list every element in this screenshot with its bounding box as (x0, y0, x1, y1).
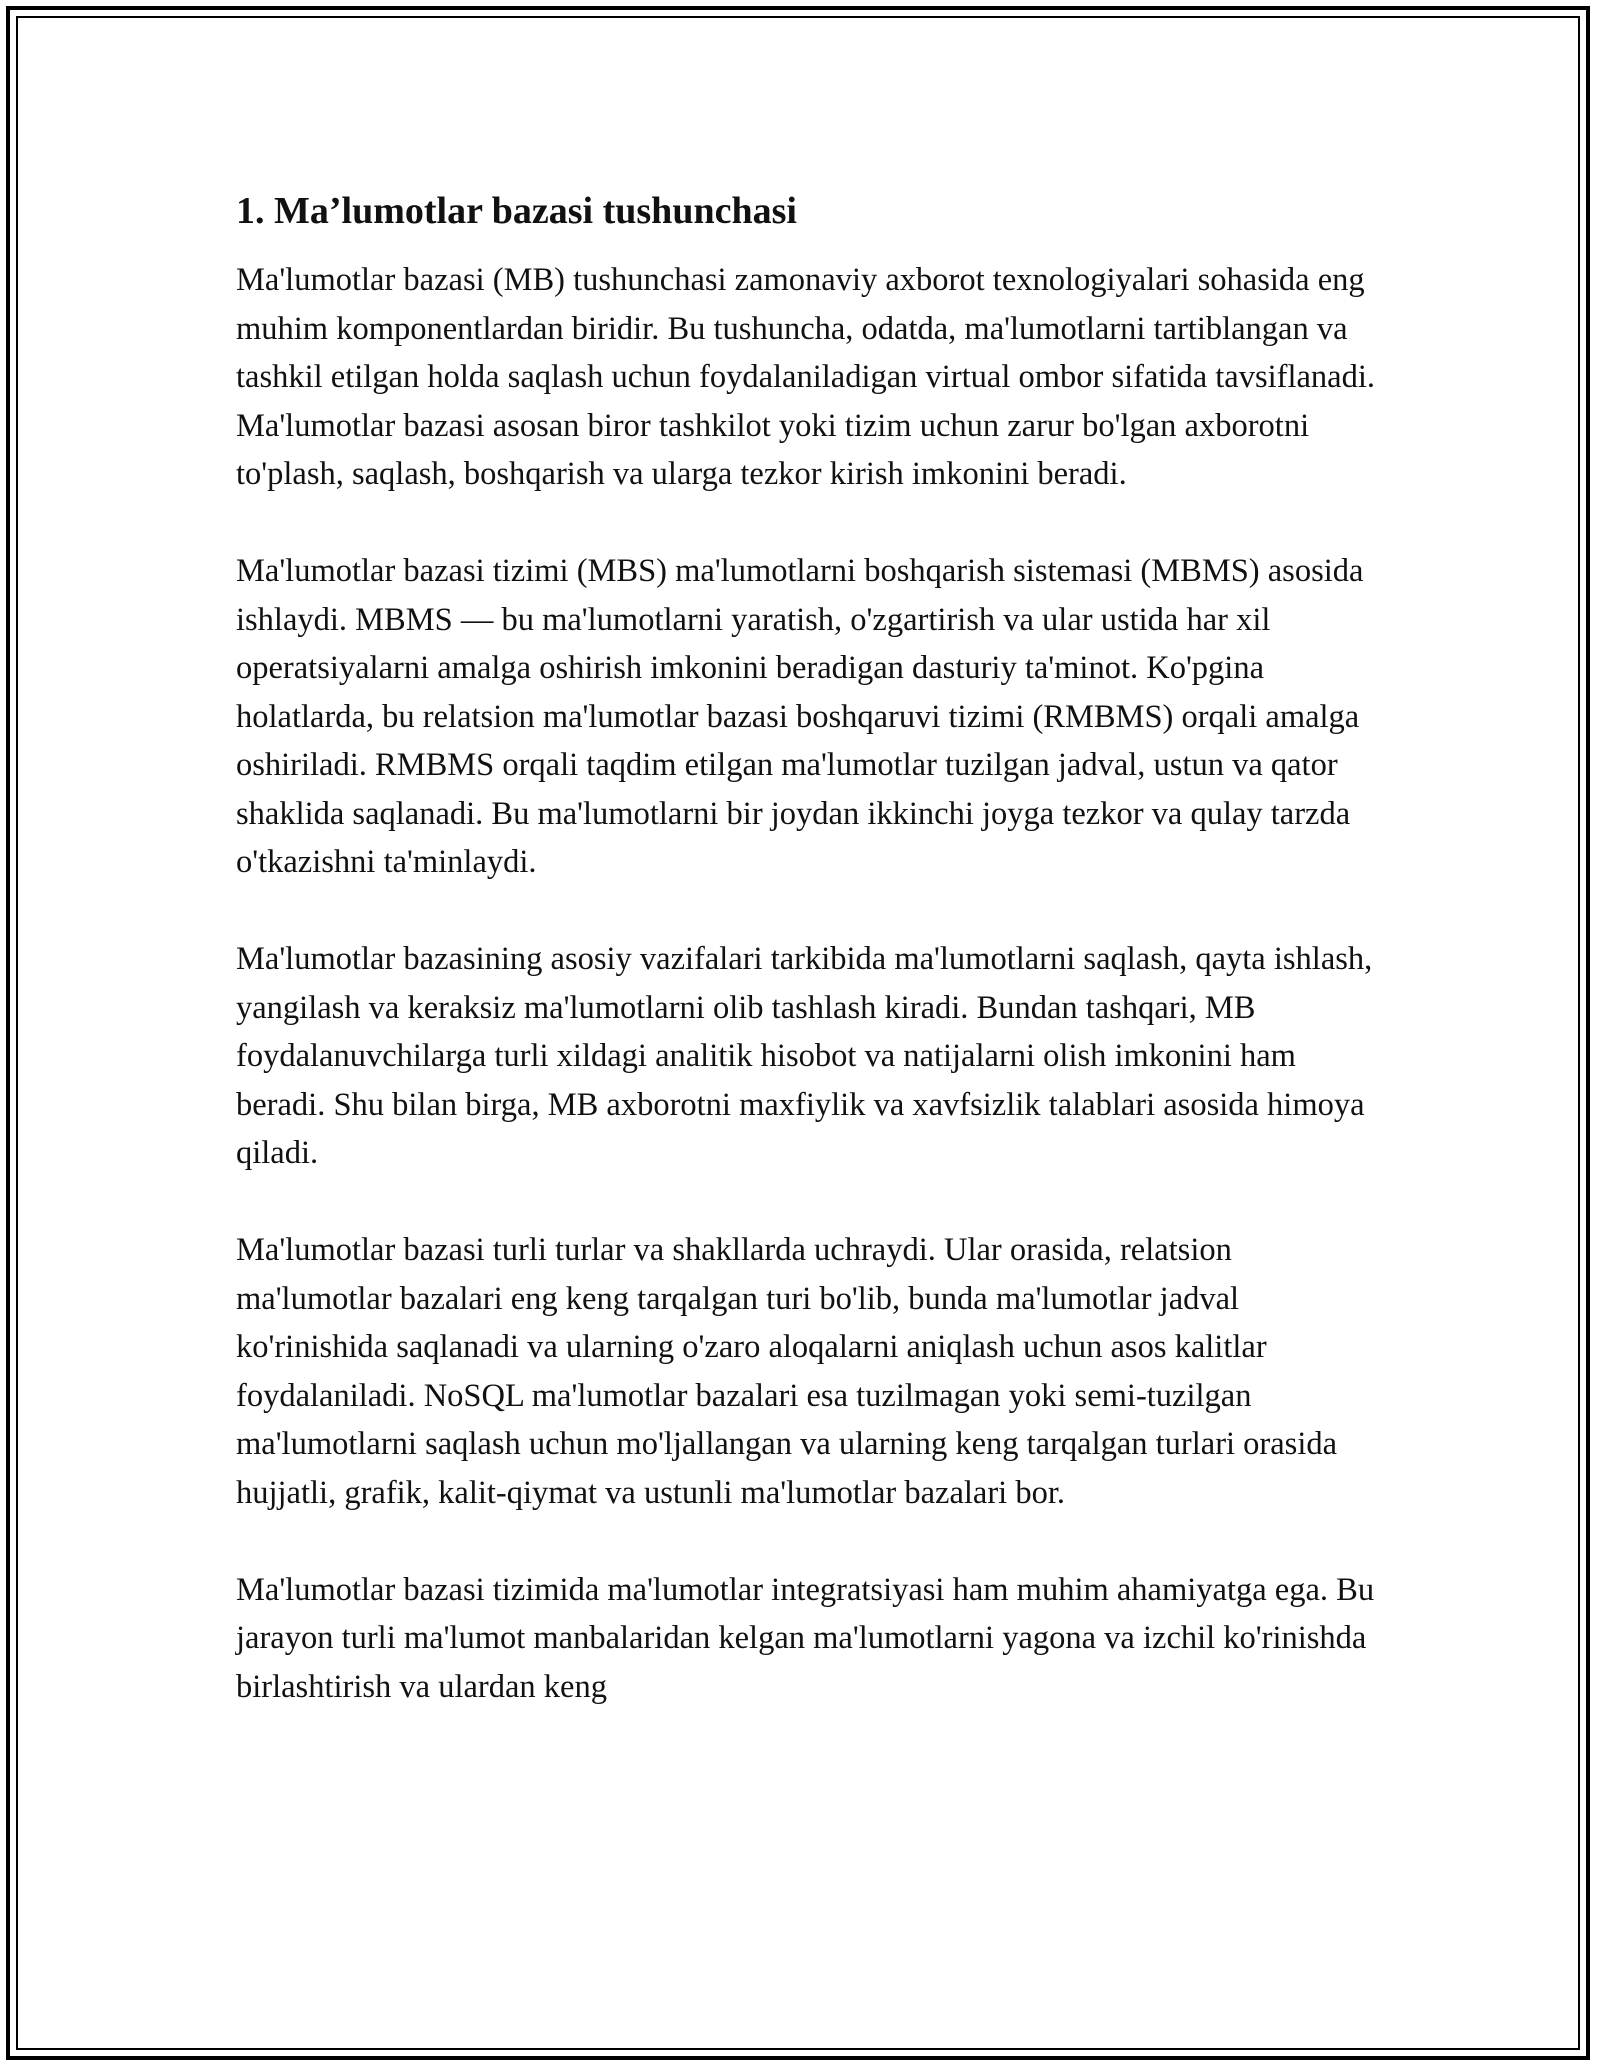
paragraph-3: Ma'lumotlar bazasining asosiy vazifalari tarkibida ma'lumotlarni saqlash, qayta ishlash, yangilash va keraksiz ma'lumotlarni olib tashlash kiradi. Bundan tashqari, MB foydalanuvchilarga turli xildagi analitik hisobot va natijalarni olish imkonini ham beradi. Shu bilan birga, MB axborotni maxfiylik va xavfsizlik talablari asosida himoya qiladi. (236, 941, 1373, 1171)
paragraph-4: Ma'lumotlar bazasi turli turlar va shakllarda uchraydi. Ular orasida, relatsion ma'lumotlar bazalari eng keng tarqalgan turi bo'lib, bunda ma'lumotlar jadval ko'rinishida saqlanadi va ularning o'zaro aloqalarni aniqlash uchun asos kalitlar foydalaniladi. NoSQL ma'lumotlar bazalari esa tuzilmagan yoki semi-tuzilgan ma'lumotlarni saqlash uchun mo'ljallangan va ularning keng tarqalgan turlari orasida hujjatli, grafik, kalit-qiymat va ustunli ma'lumotlar bazalari bor. (236, 1232, 1338, 1511)
document-body (236, 186, 1376, 1760)
section-heading: 1. Ma’lumotlar bazasi tushunchasi (236, 190, 797, 232)
paragraph-5: Ma'lumotlar bazasi tizimida ma'lumotlar integratsiyasi ham muhim ahamiyatga ega. Bu jarayon turli ma'lumot manbalaridan kelgan ma'lumotlarni yagona va izchil ko'rinishda birlashtirish va ulardan keng (236, 1571, 1375, 1705)
paragraph-2: Ma'lumotlar bazasi tizimi (MBS) ma'lumotlarni boshqarish sistemasi (MBMS) asosida ishlaydi. MBMS — bu ma'lumotlarni yaratish, o'zgartirish va ular ustida har xil operatsiyalarni amalga oshirish imkonini beradigan dasturiy ta'minot. Ko'pgina holatlarda, bu relatsion ma'lumotlar bazasi boshqaruvi tizimi (RMBMS) orqali amalga oshiriladi. RMBMS orqali taqdim etilgan ma'lumotlar tuzilgan jadval, ustun va qator shaklida saqlanadi. Bu ma'lumotlarni bir joydan ikkinchi joyga tezkor va qulay tarzda o'tkazishni ta'minlaydi. (236, 553, 1364, 880)
paragraph-1: Ma'lumotlar bazasi (MB) tushunchasi zamonaviy axborot texnologiyalari sohasida eng muhim komponentlardan biridir. Bu tushuncha, odatda, ma'lumotlarni tartiblangan va tashkil etilgan holda saqlash uchun foydalaniladigan virtual ombor sifatida tavsiflanadi. Ma'lumotlar bazasi asosan biror tashkilot yoki tizim uchun zarur bo'lgan axborotni to'plash, saqlash, boshqarish va ularga tezkor kirish imkonini beradi. (236, 262, 1376, 492)
